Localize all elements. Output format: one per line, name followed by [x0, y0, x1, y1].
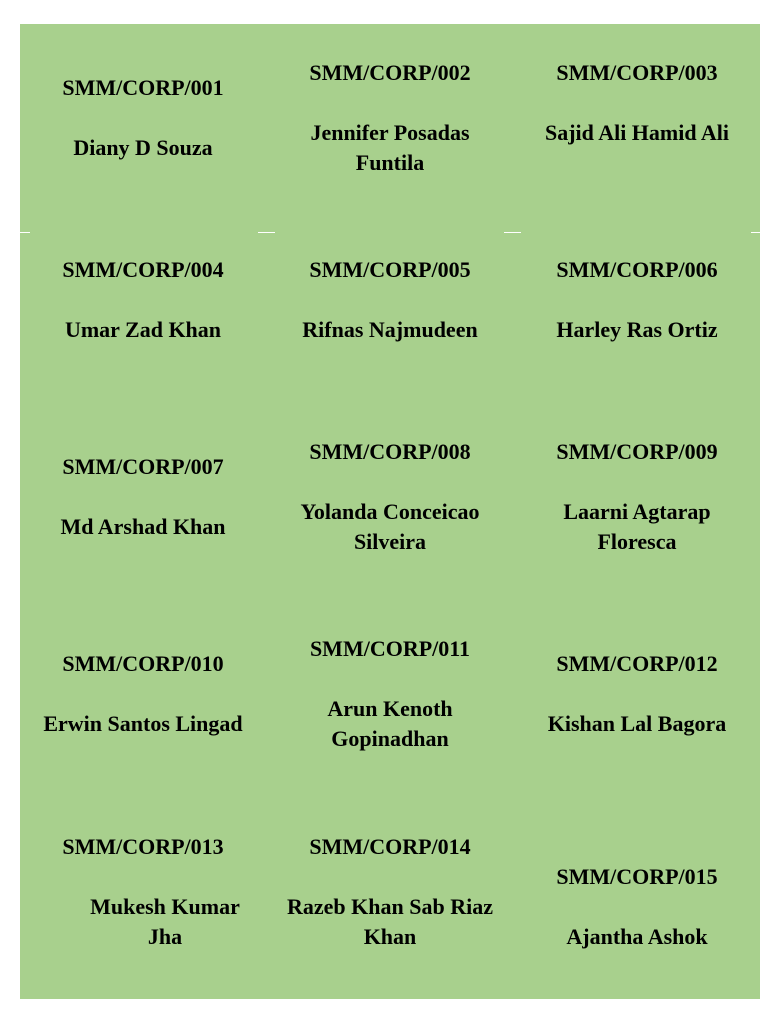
label-card — [267, 832, 513, 952]
employee-name: Laarni Agtarap Floresca — [563, 499, 711, 554]
employee-code: SMM/CORP/009 — [556, 439, 718, 464]
employee-code: SMM/CORP/006 — [556, 257, 718, 282]
label-sheet — [20, 24, 760, 999]
label-card — [514, 255, 760, 345]
employee-code: SMM/CORP/005 — [309, 257, 471, 282]
employee-name: Ajantha Ashok — [566, 924, 708, 949]
employee-code: SMM/CORP/010 — [62, 651, 224, 676]
label-card — [267, 634, 513, 754]
employee-code: SMM/CORP/011 — [309, 636, 471, 661]
employee-name: Arun Kenoth Gopinadhan — [327, 696, 453, 751]
employee-code: SMM/CORP/004 — [62, 257, 224, 282]
employee-code: SMM/CORP/012 — [556, 651, 718, 676]
employee-name: Sajid Ali Hamid Ali — [545, 120, 729, 145]
employee-code: SMM/CORP/015 — [556, 864, 718, 889]
employee-code: SMM/CORP/002 — [309, 60, 471, 85]
employee-name: Erwin Santos Lingad — [43, 711, 243, 736]
label-card — [267, 437, 513, 557]
cell-divider — [258, 232, 275, 233]
label-card — [20, 452, 266, 542]
employee-name: Diany D Souza — [73, 135, 213, 160]
employee-name: Md Arshad Khan — [60, 514, 226, 539]
employee-code: SMM/CORP/007 — [62, 454, 224, 479]
label-card — [514, 862, 760, 952]
employee-name: Jennifer Posadas Funtila — [310, 120, 470, 175]
cell-divider — [751, 232, 760, 233]
label-card — [514, 58, 760, 148]
label-card — [20, 73, 266, 163]
label-card — [267, 255, 513, 345]
cell-divider — [504, 232, 521, 233]
employee-code: SMM/CORP/001 — [62, 75, 224, 100]
label-card — [20, 832, 266, 952]
label-card — [514, 437, 760, 557]
cell-divider — [20, 232, 30, 233]
label-card — [20, 255, 266, 345]
employee-name: Yolanda Conceicao Silveira — [300, 499, 480, 554]
employee-name: Razeb Khan Sab Riaz Khan — [287, 894, 493, 949]
employee-name: Harley Ras Ortiz — [556, 317, 718, 342]
employee-code: SMM/CORP/014 — [309, 834, 471, 859]
label-card — [20, 649, 266, 739]
employee-name: Rifnas Najmudeen — [302, 317, 478, 342]
employee-code: SMM/CORP/013 — [62, 834, 224, 859]
employee-code: SMM/CORP/003 — [556, 60, 718, 85]
label-card — [267, 58, 513, 178]
employee-name: Kishan Lal Bagora — [547, 711, 727, 736]
employee-name: Mukesh Kumar Jha — [90, 894, 240, 949]
label-card — [514, 649, 760, 739]
employee-code: SMM/CORP/008 — [309, 439, 471, 464]
employee-name: Umar Zad Khan — [64, 317, 222, 342]
